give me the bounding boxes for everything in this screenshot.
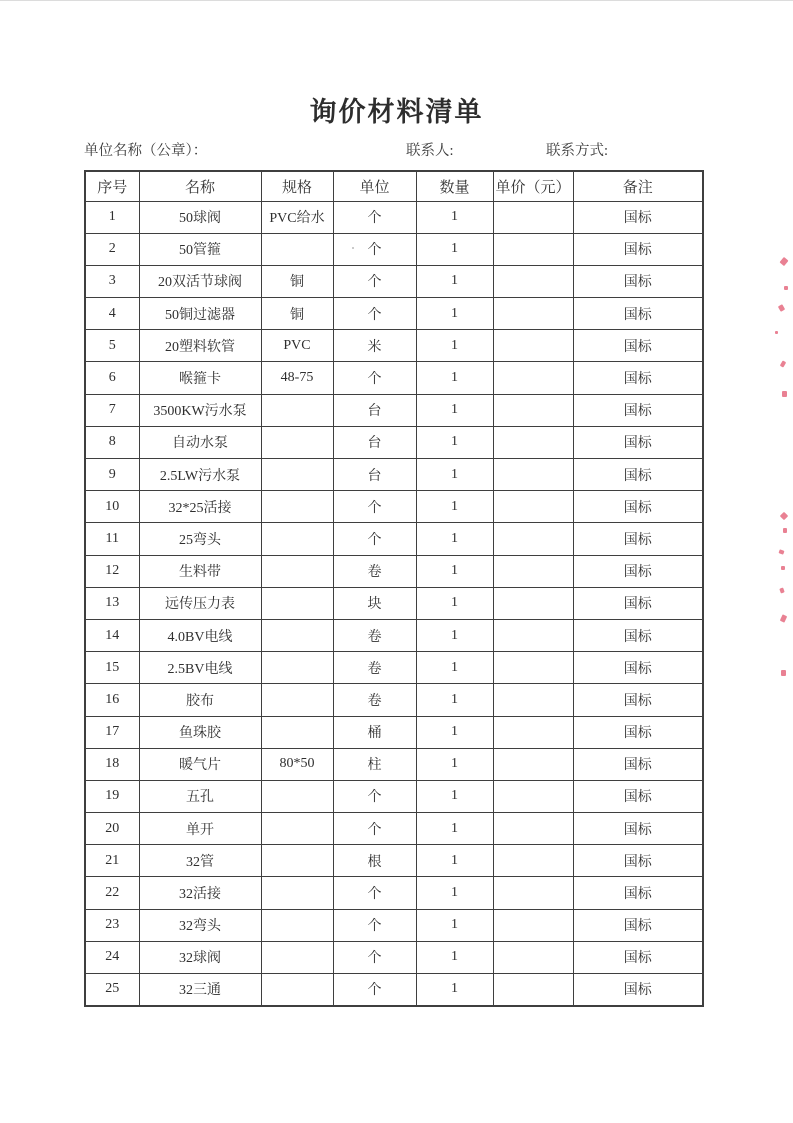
table-cell: 1 [416,233,493,265]
table-cell [261,619,333,651]
table-cell [493,201,573,233]
table-cell: 国标 [573,909,703,941]
table-cell: 13 [85,587,139,619]
table-cell: 国标 [573,201,703,233]
table-row [85,265,703,297]
table-row [85,491,703,523]
table-cell: 8 [85,426,139,458]
table-cell: 2.5LW污水泵 [139,459,261,491]
table-cell: 32三通 [139,974,261,1006]
table-cell: 国标 [573,555,703,587]
table-cell [261,587,333,619]
table-cell: 国标 [573,748,703,780]
table-cell: 1 [416,845,493,877]
scan-dot-artifact [352,247,354,249]
table-cell: 7 [85,394,139,426]
table-cell: 1 [416,555,493,587]
table-cell: 1 [416,716,493,748]
table-cell: 胶布 [139,684,261,716]
table-cell: 21 [85,845,139,877]
contact-method-label: 联系方式: [546,143,609,159]
scan-speck-artifact [780,512,788,520]
table-cell: 50铜过滤器 [139,298,261,330]
table-cell: 个 [333,909,416,941]
table-cell: 台 [333,426,416,458]
scan-speck-artifact [781,670,786,676]
table-cell: 32管 [139,845,261,877]
table-cell: 个 [333,201,416,233]
table-cell: 50管箍 [139,233,261,265]
scan-speck-artifact [781,566,785,570]
table-cell [493,845,573,877]
table-cell: 24 [85,941,139,973]
table-cell [493,555,573,587]
table-cell: 个 [333,813,416,845]
table-header-cell: 规格 [261,171,333,201]
table-cell: 1 [416,459,493,491]
table-cell: 32活接 [139,877,261,909]
table-cell: 国标 [573,265,703,297]
contact-person-label: 联系人: [406,143,454,159]
table-cell [493,974,573,1006]
table-cell: 10 [85,491,139,523]
unit-name-label: 单位名称（公章）： [84,143,208,159]
table-cell: 20塑料软管 [139,330,261,362]
table-cell: 2 [85,233,139,265]
table-cell: 铜 [261,265,333,297]
table-cell [493,491,573,523]
table-cell: 20双活节球阀 [139,265,261,297]
table-header-row [85,171,703,201]
table-cell: 桶 [333,716,416,748]
table-cell: PVC [261,330,333,362]
table-cell: 6 [85,362,139,394]
meta-row [84,139,702,161]
table-cell: 1 [416,298,493,330]
table-cell: 个 [333,362,416,394]
table-cell: 单开 [139,813,261,845]
table-cell [261,813,333,845]
table-cell: 台 [333,459,416,491]
table-cell [261,491,333,523]
table-cell: 23 [85,909,139,941]
table-row [85,877,703,909]
table-cell: 4.0BV电线 [139,619,261,651]
table-cell: 1 [416,491,493,523]
table-cell: 国标 [573,491,703,523]
table-cell: 生料带 [139,555,261,587]
table-cell [493,298,573,330]
table-row [85,523,703,555]
scan-speck-artifact [779,587,784,593]
table-row [85,459,703,491]
table-cell [493,941,573,973]
table-cell: 个 [333,298,416,330]
table-cell: 国标 [573,426,703,458]
table-cell [261,394,333,426]
table-cell: 3500KW污水泵 [139,394,261,426]
table-cell: 台 [333,394,416,426]
table-cell: 3 [85,265,139,297]
table-cell: 卷 [333,555,416,587]
table-cell [493,587,573,619]
table-row [85,426,703,458]
table-cell: 32弯头 [139,909,261,941]
table-cell: 卷 [333,652,416,684]
table-cell [261,780,333,812]
table-row [85,298,703,330]
table-cell: 个 [333,491,416,523]
table-cell: 1 [416,201,493,233]
table-row [85,780,703,812]
scan-speck-artifact [779,257,788,266]
table-cell [493,619,573,651]
table-row [85,813,703,845]
table-cell: 国标 [573,619,703,651]
table-cell: 48-75 [261,362,333,394]
table-cell [493,265,573,297]
table-cell [261,652,333,684]
table-cell: 米 [333,330,416,362]
scan-edge-artifact [0,0,793,1]
table-cell: 1 [416,619,493,651]
table-cell: 根 [333,845,416,877]
table-cell [493,362,573,394]
table-cell: 9 [85,459,139,491]
table-header-cell: 单位 [333,171,416,201]
table-cell: 国标 [573,780,703,812]
table-row [85,941,703,973]
scan-speck-artifact [782,391,787,397]
table-cell: 17 [85,716,139,748]
table-header-cell: 单价（元） [493,171,573,201]
table-row [85,201,703,233]
table-row [85,362,703,394]
table-cell: 1 [416,394,493,426]
table-cell: 个 [333,941,416,973]
table-cell: 32*25活接 [139,491,261,523]
table-cell: 1 [416,426,493,458]
scan-speck-artifact [780,614,787,622]
scan-speck-artifact [780,360,786,367]
page-title: 询价材料清单 [309,97,484,127]
table-cell: 1 [416,974,493,1006]
table-cell: 80*50 [261,748,333,780]
table-cell: 22 [85,877,139,909]
table-cell: 11 [85,523,139,555]
table-row [85,748,703,780]
table-cell: 50球阀 [139,201,261,233]
table-row [85,716,703,748]
table-cell: 国标 [573,684,703,716]
table-row [85,845,703,877]
table-row [85,330,703,362]
table-row [85,652,703,684]
table-cell: 个 [333,523,416,555]
table-row [85,909,703,941]
table-cell [493,780,573,812]
table-cell: 1 [416,813,493,845]
table-cell [493,459,573,491]
table-header-cell: 名称 [139,171,261,201]
table-cell [493,330,573,362]
table-cell [261,233,333,265]
table-cell: 个 [333,974,416,1006]
table-cell: 1 [416,941,493,973]
table-cell [261,716,333,748]
table-row [85,587,703,619]
table-cell: 19 [85,780,139,812]
table-header-cell: 备注 [573,171,703,201]
table-cell: 国标 [573,813,703,845]
table-cell [261,877,333,909]
table-cell [493,523,573,555]
scan-speck-artifact [778,304,785,312]
table-cell: 国标 [573,845,703,877]
table-cell: 柱 [333,748,416,780]
table-cell: 个 [333,265,416,297]
table-row [85,619,703,651]
scan-speck-artifact [784,286,788,290]
table-cell [493,748,573,780]
table-cell: 1 [416,748,493,780]
table-cell: 远传压力表 [139,587,261,619]
table-cell [261,909,333,941]
table-cell: 个 [333,233,416,265]
table-cell: 4 [85,298,139,330]
table-cell: 卷 [333,684,416,716]
table-cell: 喉箍卡 [139,362,261,394]
table-cell: PVC给水 [261,201,333,233]
table-cell: 12 [85,555,139,587]
table-cell [493,813,573,845]
table-cell [493,909,573,941]
table-cell: 1 [416,652,493,684]
table-cell: 国标 [573,716,703,748]
table-cell: 国标 [573,298,703,330]
table-cell: 20 [85,813,139,845]
table-cell [493,426,573,458]
table-body [85,201,703,1006]
scan-speck-artifact [775,331,778,334]
table-cell: 国标 [573,877,703,909]
table-header-cell: 序号 [85,171,139,201]
table-cell: 暖气片 [139,748,261,780]
table-cell [261,523,333,555]
table-cell: 1 [416,362,493,394]
table-cell: 国标 [573,523,703,555]
table-cell: 国标 [573,330,703,362]
table-cell: 鱼珠胶 [139,716,261,748]
table-cell: 1 [416,330,493,362]
table-cell [261,684,333,716]
table-cell: 国标 [573,394,703,426]
table-cell: 国标 [573,459,703,491]
table-cell: 16 [85,684,139,716]
table-cell: 5 [85,330,139,362]
table-cell [261,941,333,973]
table-cell: 个 [333,780,416,812]
table-cell: 个 [333,877,416,909]
table-cell: 国标 [573,941,703,973]
table-cell [493,684,573,716]
table-cell: 自动水泵 [139,426,261,458]
table-cell: 25弯头 [139,523,261,555]
table-cell: 块 [333,587,416,619]
table-cell [493,716,573,748]
scan-speck-artifact [778,549,784,554]
table-cell: 25 [85,974,139,1006]
table-cell: 15 [85,652,139,684]
table-cell: 五孔 [139,780,261,812]
table-cell: 卷 [333,619,416,651]
table-cell: 1 [416,587,493,619]
table-cell: 1 [416,265,493,297]
table-header-cell: 数量 [416,171,493,201]
table-cell: 国标 [573,974,703,1006]
table-cell [261,845,333,877]
table-row [85,684,703,716]
table-cell [493,877,573,909]
table-cell: 18 [85,748,139,780]
table-cell: 32球阀 [139,941,261,973]
table-row [85,233,703,265]
table-cell: 1 [416,684,493,716]
table-cell [261,459,333,491]
table-cell: 2.5BV电线 [139,652,261,684]
table-cell [493,652,573,684]
table-cell [261,426,333,458]
table-row [85,394,703,426]
table-cell: 国标 [573,652,703,684]
table-cell: 14 [85,619,139,651]
materials-table [84,170,704,1007]
table-cell [493,233,573,265]
table-cell: 1 [416,877,493,909]
table-cell: 1 [416,909,493,941]
table-cell: 1 [416,523,493,555]
table-cell [493,394,573,426]
table-cell: 国标 [573,587,703,619]
table-row [85,974,703,1006]
table-row [85,555,703,587]
table-cell: 1 [416,780,493,812]
table-cell [261,974,333,1006]
scan-speck-artifact [783,528,787,533]
table-cell: 国标 [573,362,703,394]
table-cell [261,555,333,587]
table-cell: 铜 [261,298,333,330]
table-cell: 1 [85,201,139,233]
table-cell: 国标 [573,233,703,265]
